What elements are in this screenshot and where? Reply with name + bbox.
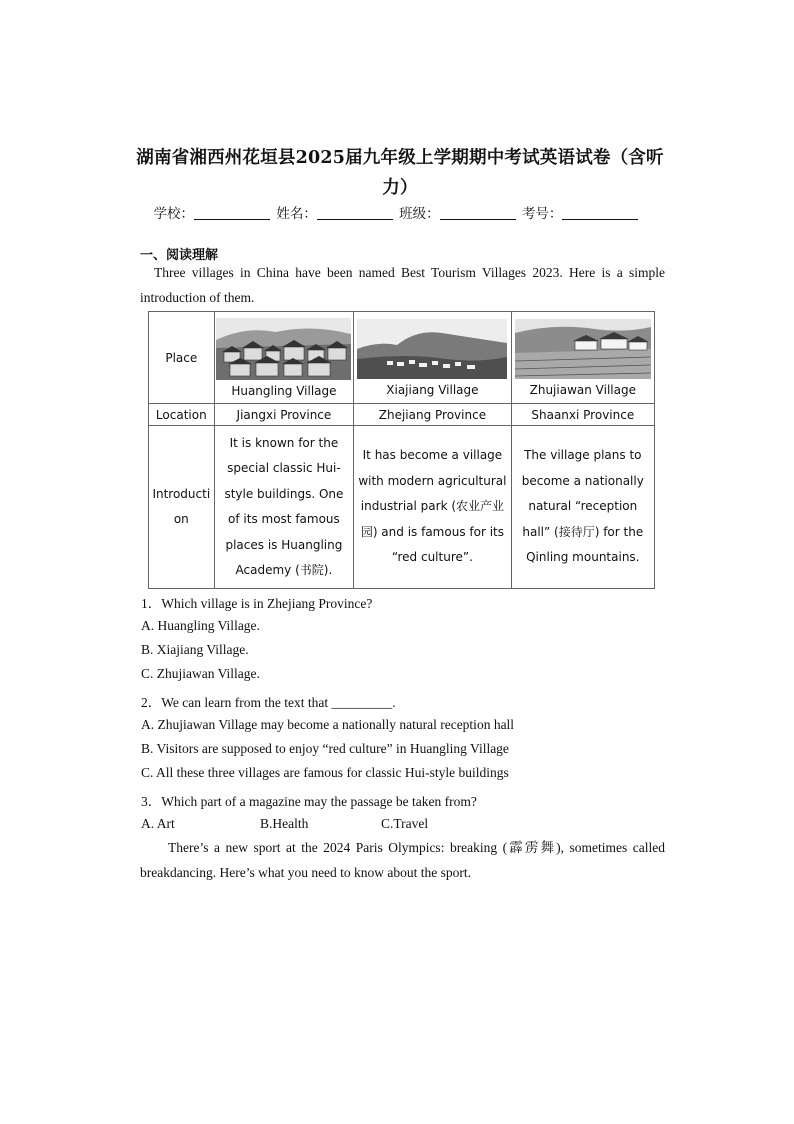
- q3-option-c[interactable]: C.Travel: [381, 816, 429, 831]
- exam-title: 湖南省湘西州花垣县2025届九年级上学期期中考试英语试卷（含听力）: [136, 148, 664, 198]
- question-2: [141, 691, 396, 711]
- intro-xiajiang: It has become a village with modern agricultural industrial park (农业产业园) and is famous for its “red culture”.: [354, 426, 511, 589]
- name-label: 姓名：: [276, 206, 317, 222]
- xiajiang-village-photo: [357, 319, 507, 379]
- row-label-location: Location: [149, 404, 215, 426]
- intro-zhujiawan: The village plans to become a nationally natural “reception hall” (接待厅) for the Qinling mountains.: [511, 426, 654, 589]
- huangling-village-photo: [216, 318, 351, 380]
- q1-option-a[interactable]: A. Huangling Village.: [141, 618, 260, 633]
- class-label: 班级：: [399, 206, 440, 222]
- question-text: We can learn from the text that _________.: [161, 695, 396, 710]
- question-number: 3．: [141, 794, 162, 809]
- question-number: 1．: [141, 596, 162, 611]
- q3-option-b[interactable]: B.Health: [260, 816, 309, 831]
- location-huangling: Jiangxi Province: [214, 404, 354, 426]
- school-label: 学校：: [153, 206, 195, 222]
- q2-option-b[interactable]: B. Visitors are supposed to enjoy “red culture” in Huangling Village: [141, 741, 509, 756]
- school-blank[interactable]: [194, 205, 270, 220]
- exam-number-label: 考号：: [521, 206, 563, 222]
- row-label-place: Place: [149, 312, 215, 404]
- zhujiawan-cell: [511, 312, 654, 404]
- village-name-huangling: Huangling Village: [231, 383, 337, 398]
- question-number: 2．: [141, 695, 162, 710]
- name-blank[interactable]: [317, 205, 393, 220]
- table-row: [149, 426, 655, 589]
- section-heading: 一、阅读理解: [140, 248, 219, 263]
- q1-option-b[interactable]: B. Xiajiang Village.: [141, 642, 249, 657]
- zhujiawan-village-photo: [515, 319, 651, 379]
- passage-intro: Three villages in China have been named Best Tourism Villages 2023. Here is a simple introduction of them.: [140, 265, 665, 305]
- q2-option-c[interactable]: C. All these three villages are famous for classic Hui-style buildings: [141, 765, 509, 780]
- table-row: [149, 312, 655, 404]
- location-zhujiawan: Shaanxi Province: [511, 404, 654, 426]
- village-name-xiajiang: Xiajiang Village: [386, 382, 479, 397]
- village-name-zhujiawan: Zhujiawan Village: [529, 382, 636, 397]
- question-text: Which part of a magazine may the passage be taken from?: [161, 794, 477, 809]
- question-1: [141, 592, 372, 612]
- table-row: [149, 404, 655, 426]
- intro-huangling: It is known for the special classic Hui-style buildings. One of its most famous places is Huangling Academy (书院).: [214, 426, 354, 589]
- q3-option-a[interactable]: A. Art: [141, 816, 175, 831]
- class-blank[interactable]: [440, 205, 516, 220]
- q3-options: [141, 816, 428, 832]
- q2-option-a[interactable]: A. Zhujiawan Village may become a nationally natural reception hall: [141, 717, 515, 732]
- question-text: Which village is in Zhejiang Province?: [161, 596, 373, 611]
- huangling-cell: [214, 312, 354, 404]
- next-passage: There’s a new sport at the 2024 Paris Olympics: breaking (霹雳舞), sometimes called breakdancing. Here’s what you need to know about the sport.: [140, 840, 665, 880]
- villages-table: [148, 311, 655, 589]
- question-3: [141, 790, 477, 810]
- row-label-introduction: Introduction: [149, 426, 215, 589]
- q1-option-c[interactable]: C. Zhujiawan Village.: [141, 666, 260, 681]
- location-xiajiang: Zhejiang Province: [354, 404, 511, 426]
- exam-number-blank[interactable]: [562, 205, 638, 220]
- xiajiang-cell: [354, 312, 511, 404]
- student-info-line: [0, 202, 794, 222]
